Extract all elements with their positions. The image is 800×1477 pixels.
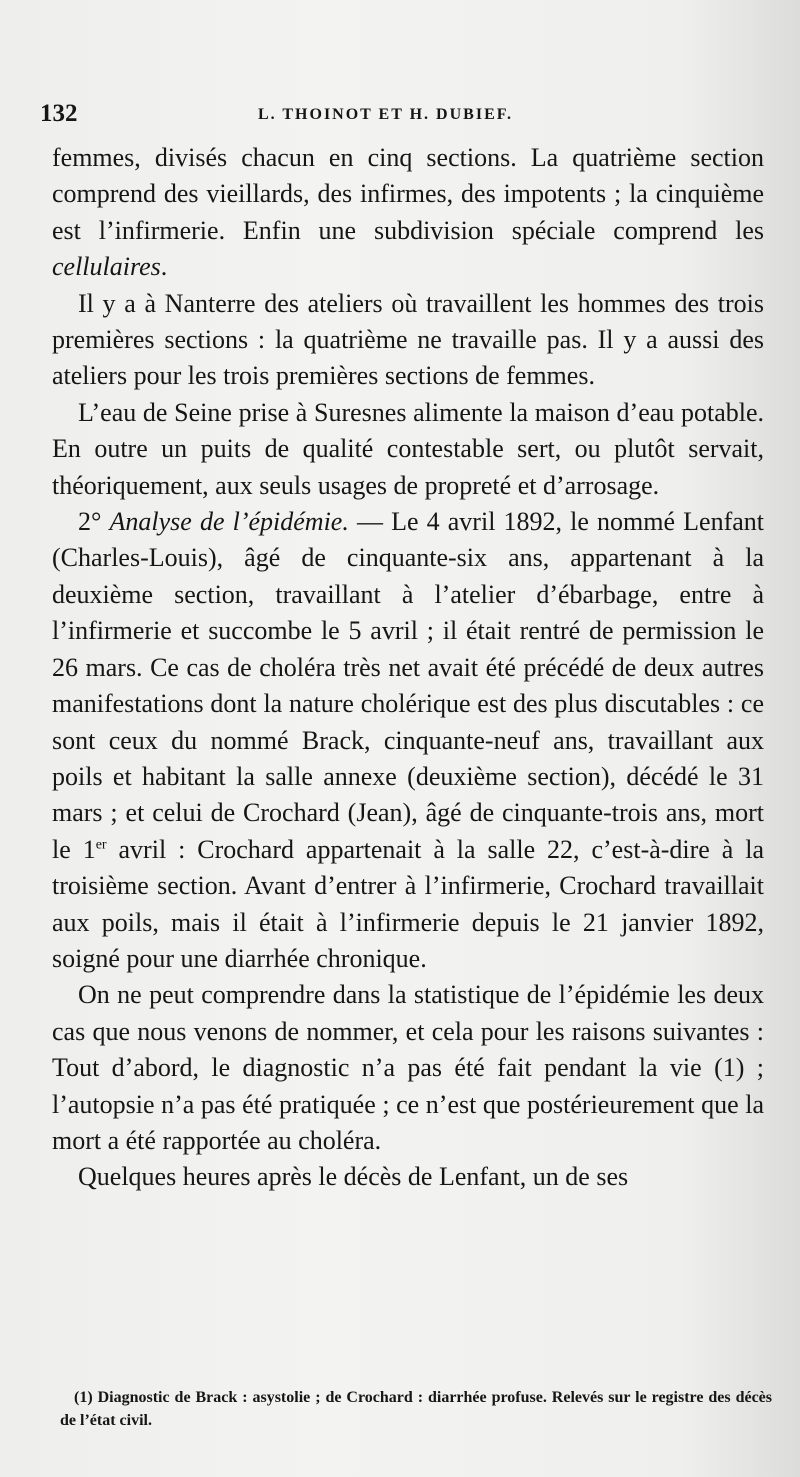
running-head: L. THOINOT ET H. DUBIEF. [258, 106, 514, 123]
footnote-text: Diagnostic de Brack : asystolie ; de Crochard : diarrhée profuse. Relevés sur le registre des décès de l’état civil. [60, 1389, 772, 1429]
footnotes [60, 1386, 772, 1432]
text-run: avril : Crochard appartenait à la salle 22, c’est-à-dire à la troisième section. Avant d’entrer à l’infirmerie, Crochard travaillait aux poils, mais il était à l’infirmerie depuis le 21 janvier 1892, soigné pour une diarrhée chronique. [52, 834, 764, 973]
text-run: On ne peut comprendre dans la statistique de l’épidémie les deux cas que nous venons de nommer, et cela pour les raisons suivantes : Tout d’abord, le diagnostic n’a pas été fait pendant la vie (1) ; l’autopsie n’a pas été pratiquée ; ce n’est que postérieurement que la mort a été rapportée au choléra. [52, 980, 764, 1155]
text-run: 2° [78, 507, 110, 537]
paragraph [52, 1159, 764, 1195]
superscript: er [95, 837, 107, 853]
paragraph [52, 977, 764, 1159]
text-run: — Le 4 avril 1892, le nommé Lenfant (Charles-Louis), âgé de cinquante-six ans, appartenant à la deuxième section, travaillant à l’atelier d’ébarbage, entre à l’infirmerie et succombe le 5 avril ; il était rentré de permission le 26 mars. Ce cas de choléra très net avait été précédé de deux autres manifestations dont la nature cholérique est des plus discutables : ce sont ceux du nommé Brack, cinquante-neuf ans, travaillant aux poils et habitant la salle annexe (deuxième section), décédé le 31 mars ; et celui de Crochard (Jean), âgé de cinquante-trois ans, mort le 1 [52, 507, 764, 864]
body-text [52, 140, 764, 1196]
footnote [60, 1386, 772, 1432]
paragraph [52, 140, 764, 286]
italic-text: cellulaires [52, 252, 161, 282]
footnote-marker: (1) [74, 1389, 93, 1406]
paragraph [52, 504, 764, 977]
text-run: L’eau de Seine prise à Suresnes alimente la maison d’eau potable. En outre un puits de qualité contestable sert, ou plutôt servait, théoriquement, aux seuls usages de propreté et d’arrosage. [52, 397, 764, 500]
paragraph [52, 286, 764, 395]
paragraph [52, 395, 764, 504]
text-run: Il y a à Nanterre des ateliers où travaillent les hommes des trois premières sections : la quatrième ne travaille pas. Il y a aussi des ateliers pour les trois premières sections de femmes. [52, 288, 764, 391]
text-run: . [160, 252, 168, 282]
page-header [40, 100, 775, 132]
italic-text: Analyse de l’épidémie. [109, 507, 349, 537]
page-number: 132 [40, 100, 78, 127]
text-run: Quelques heures après le décès de Lenfant, un de ses [78, 1162, 629, 1192]
text-run: femmes, divisés chacun en cinq sections. La quatrième section comprend des vieillards, des infirmes, des impotents ; la cinquième est l’infirmerie. Enfin une subdivision spéciale comprend les [52, 143, 764, 245]
